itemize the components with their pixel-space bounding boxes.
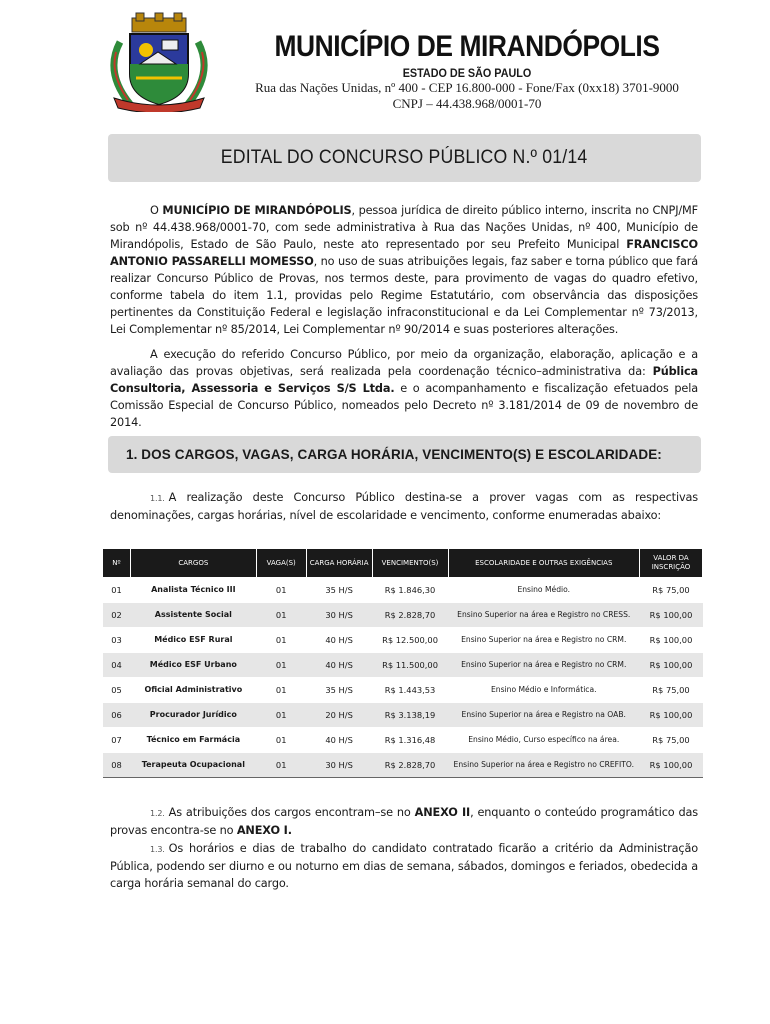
col-header-workload: CARGA HORÁRIA	[306, 549, 372, 578]
intro-paragraph-2: A execução do referido Concurso Público, por meio da organização, elaboração, aplicação e a avaliação das provas objetivas, será realizada pela coordenação técnico–administrativa da: Pública Consultoria, Assessoria e Serviços S/S Ltda. e o acompanhamento e fiscalização efetuados pela Comissão Especial de Concurso Público, nomeados pelo Decreto nº 3.181/2014 de 09 de novembro de 2014.	[110, 348, 698, 429]
municipality-title: MUNICÍPIO DE MIRANDÓPOLIS	[274, 30, 660, 63]
col-header-vacancies: VAGA(S)	[256, 549, 306, 578]
table-row: 04 Médico ESF Urbano 01 40 H/S R$ 11.500,00 Ensino Superior na área e Registro no CRM. R$ 100,00	[103, 653, 703, 678]
annex-i-bold: ANEXO I.	[236, 824, 292, 837]
positions-table	[102, 548, 703, 778]
table-row: 02 Assistente Social 01 30 H/S R$ 2.828,70 Ensino Superior na área e Registro no CRESS. R$ 100,00	[103, 603, 703, 628]
col-header-salary: VENCIMENTO(S)	[372, 549, 448, 578]
municipality-name-bold: MUNICÍPIO DE MIRANDÓPOLIS	[162, 204, 352, 217]
municipal-coat-of-arms	[100, 12, 218, 112]
letterhead	[0, 0, 770, 120]
edital-title-banner	[108, 134, 701, 182]
table-row: 07 Técnico em Farmácia 01 40 H/S R$ 1.316,48 Ensino Médio, Curso específico na área. R$ 75,00	[103, 728, 703, 753]
table-row: 06 Procurador Jurídico 01 20 H/S R$ 3.138,19 Ensino Superior na área e Registro na OAB. R$ 100,00	[103, 703, 703, 728]
mayor-name-bold: FRANCISCO ANTONIO PASSARELLI MOMESSO	[110, 238, 698, 268]
intro-paragraph-1: O MUNICÍPIO DE MIRANDÓPOLIS, pessoa jurídica de direito público interno, inscrita no CNPJ/MF sob nº 44.438.968/0001-70, com sede administrativa à Rua das Nações Unidas, nº 400, Município de Mirandópolis, Estado de São Paulo, neste ato representado por seu Prefeito Municipal FRANCISCO ANTONIO PASSARELLI MOMESSO, no uso de suas atribuições legais, faz saber e torna público que fará realizar Concurso Público de Provas, nos termos deste, para provimento de vagas do quadro efetivo, conforme tabela do item 1.1, providas pelo Regime Estatutário, com observância das disposições pertinentes da Constituição Federal e legislação infraconstitucional e da Lei Complementar nº 73/2013, Lei Complementar nº 85/2014, Lei Complementar nº 90/2014 e suas posteriores alterações.	[110, 204, 699, 336]
section-1-title: 1. DOS CARGOS, VAGAS, CARGA HORÁRIA, VENCIMENTO(S) E ESCOLARIDADE:	[126, 447, 662, 462]
col-header-position: CARGOS	[130, 549, 256, 578]
col-header-number: Nº	[103, 549, 131, 578]
edital-title: EDITAL DO CONCURSO PÚBLICO N.º 01/14	[221, 147, 588, 168]
state-name: ESTADO DE SÃO PAULO	[402, 66, 532, 80]
item-1-2: 1.2. As atribuições dos cargos encontram–se no ANEXO II, enquanto o conteúdo programático das provas encontra-se no ANEXO I.	[110, 806, 699, 837]
item-number: 1.2.	[150, 809, 165, 818]
table-row: 08 Terapeuta Ocupacional 01 30 H/S R$ 2.828,70 Ensino Superior na área e Registro no CREFITO. R$ 100,00	[103, 753, 703, 778]
table-header-row	[103, 549, 703, 578]
annex-ii-bold: ANEXO II	[414, 806, 471, 819]
organizer-name-bold: Pública Consultoria, Assessoria e Serviços S/S Ltda.	[110, 365, 698, 395]
section-1-banner	[108, 436, 701, 473]
col-header-fee: VALOR DA INSCRIÇÃO	[640, 549, 703, 578]
item-1-3: 1.3. Os horários e dias de trabalho do candidato contratado ficarão a critério da Administração Pública, podendo ser diurno e ou noturno em dias de semana, sábados, domingos e feriados, obedecida a carga horária semanal do cargo.	[110, 842, 698, 890]
col-header-education: ESCOLARIDADE E OUTRAS EXIGÊNCIAS	[448, 549, 640, 578]
table-row: 03 Médico ESF Rural 01 40 H/S R$ 12.500,00 Ensino Superior na área e Registro no CRM. R$ 100,00	[103, 628, 703, 653]
item-1-1: 1.1. A realização deste Concurso Público destina-se a prover vagas com as respectivas denominações, cargas horárias, nível de escolaridade e vencimento, conforme enumeradas abaixo:	[110, 491, 698, 522]
item-number: 1.1.	[150, 494, 165, 503]
address-line: Rua das Nações Unidas, nº 400 - CEP 16.800-000 - Fone/Fax (0xx18) 3701-9000	[255, 80, 679, 95]
table-row: 05 Oficial Administrativo 01 35 H/S R$ 1.443,53 Ensino Médio e Informática. R$ 75,00	[103, 678, 703, 703]
item-number: 1.3.	[150, 845, 165, 854]
table-row: 01 Analista Técnico III 01 35 H/S R$ 1.846,30 Ensino Médio. R$ 75,00	[103, 578, 703, 603]
cnpj-line: CNPJ – 44.438.968/0001-70	[392, 96, 542, 111]
